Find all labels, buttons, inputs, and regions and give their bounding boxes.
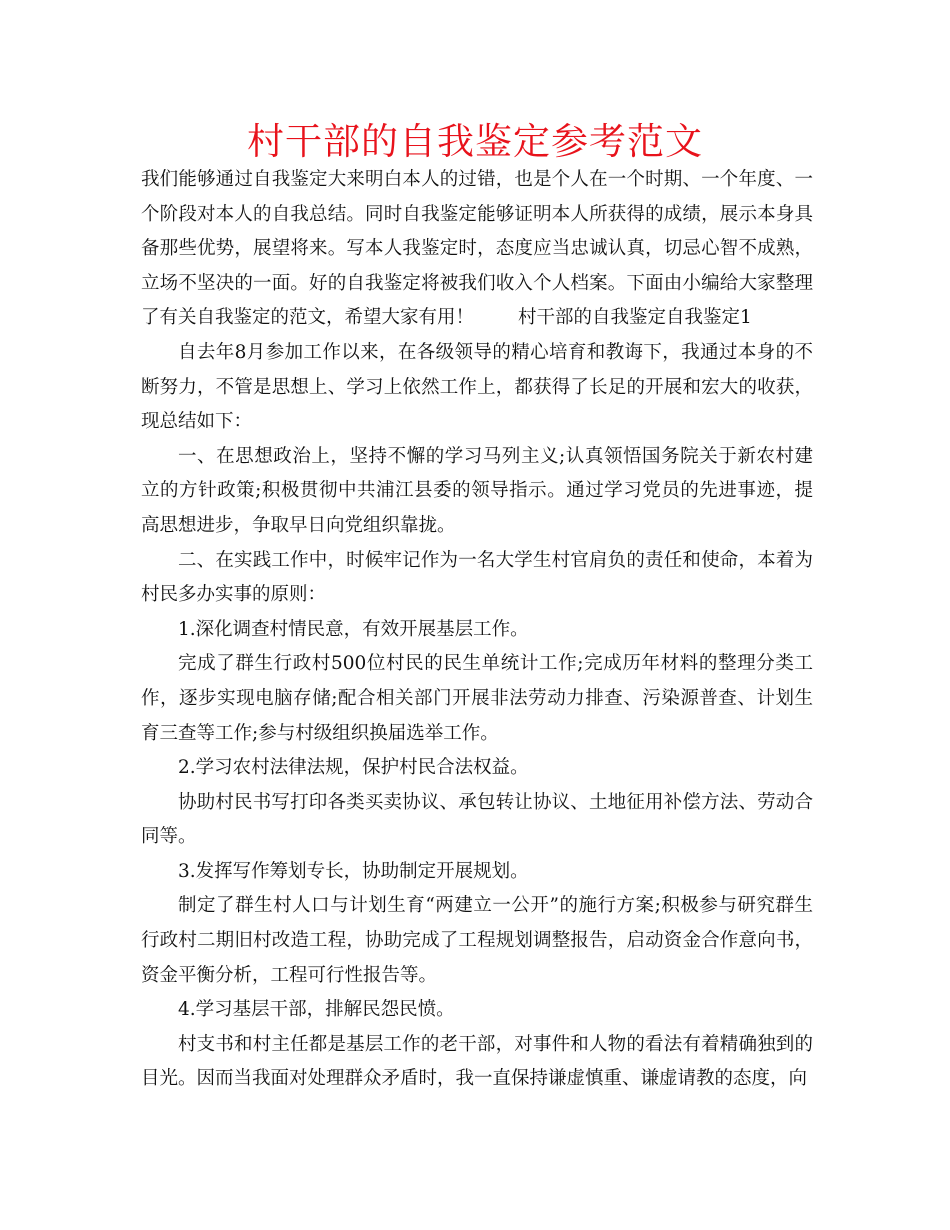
paragraph: 自去年8月参加工作以来，在各级领导的精心培育和教诲下，我通过本身的不断努力，不管是思想上、学习上依然工作上，都获得了长足的开展和宏大的收获，现总结如下：: [141, 341, 813, 433]
section-heading: 村干部的自我鉴定自我鉴定1: [518, 307, 752, 329]
paragraph: 完成了群生行政村500位村民的民生单统计工作;完成历年材料的整理分类工作，逐步实现电脑存储;配合相关部门开展非法劳动力排查、污染源普查、计划生育三查等工作;参与村级组织换届选举工作。: [141, 653, 813, 744]
subheading: 4.学习基层干部，排解民怨民愤。: [178, 999, 455, 1021]
document-body: [141, 163, 813, 1097]
subheading: 1.深化调查村情民意，有效开展基层工作。: [178, 618, 529, 640]
paragraph: 一、在思想政治上，坚持不懈的学习马列主义;认真领悟国务院关于新农村建立的方针政策;积极贯彻中共浦江县委的领导指示。通过学习党员的先进事迹，提高思想进步，争取早日向党组织靠拢。: [141, 445, 813, 536]
paragraph: 二、在实践工作中，时候牢记作为一名大学生村官肩负的责任和使命，本着为村民多办实事的原则：: [141, 549, 813, 606]
subheading: 2.学习农村法律法规，保护村民合法权益。: [178, 757, 529, 779]
paragraph: 村支书和村主任都是基层工作的老干部，对事件和人物的看法有着精确独到的目光。因而当我面对处理群众矛盾时，我一直保持谦虚慎重、谦虚请教的态度，向: [141, 1033, 813, 1090]
intro-paragraph: [141, 163, 813, 336]
document-title: 村干部的自我鉴定参考范文: [247, 120, 703, 163]
subheading: 3.发挥写作筹划专长，协助制定开展规划。: [178, 860, 529, 882]
paragraph: 协助村民书写打印各类买卖协议、承包转让协议、土地征用补偿方法、劳动合同等。: [141, 791, 813, 848]
paragraph: 制定了群生村人口与计划生育“两建立一公开”的施行方案;积极参与研究群生行政村二期旧村改造工程，协助完成了工程规划调整报告，启动资金合作意向书，资金平衡分析，工程可行性报告等。: [141, 895, 813, 986]
intro-text: 我们能够通过自我鉴定大来明白本人的过错，也是个人在一个时期、一个年度、一个阶段对本人的自我总结。同时自我鉴定能够证明本人所获得的成绩，展示本身具备那些优势，展望将来。写本人我鉴定时，态度应当忠诚认真，切忌心智不成熟，立场不坚决的一面。好的自我鉴定将被我们收入个人档案。下面由小编给大家整理了有关自我鉴定的范文，希望大家有用！: [141, 169, 813, 329]
